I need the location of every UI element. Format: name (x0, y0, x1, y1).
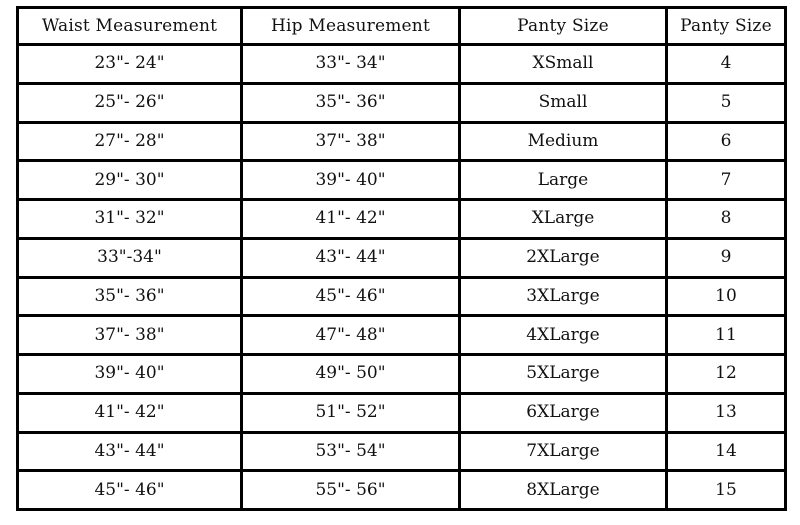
waist-cell: 27"- 28" (18, 122, 242, 161)
waist-cell: 35"- 36" (18, 277, 242, 316)
table-row (18, 393, 786, 432)
size-number-cell: 4 (667, 45, 786, 84)
hip-cell: 33"- 34" (242, 45, 460, 84)
size-number-cell: 10 (667, 277, 786, 316)
size-label-cell: 4XLarge (460, 316, 667, 355)
table-row (18, 161, 786, 200)
table-row (18, 316, 786, 355)
header-panty-size-label: Panty Size (460, 8, 667, 45)
size-number-cell: 6 (667, 122, 786, 161)
hip-cell: 35"- 36" (242, 83, 460, 122)
size-label-cell: XLarge (460, 200, 667, 239)
table-row (18, 432, 786, 471)
hip-cell: 53"- 54" (242, 432, 460, 471)
table-row (18, 355, 786, 394)
size-number-cell: 5 (667, 83, 786, 122)
table-row (18, 277, 786, 316)
table-row (18, 83, 786, 122)
size-label-cell: XSmall (460, 45, 667, 84)
waist-cell: 45"- 46" (18, 471, 242, 510)
hip-cell: 47"- 48" (242, 316, 460, 355)
size-number-cell: 15 (667, 471, 786, 510)
size-label-cell: Large (460, 161, 667, 200)
waist-cell: 33"-34" (18, 238, 242, 277)
size-number-cell: 8 (667, 200, 786, 239)
waist-cell: 23"- 24" (18, 45, 242, 84)
table-row (18, 238, 786, 277)
table-body (18, 45, 786, 510)
table-row (18, 122, 786, 161)
size-number-cell: 12 (667, 355, 786, 394)
header-waist-measurement: Waist Measurement (18, 8, 242, 45)
size-chart-table (16, 6, 787, 511)
waist-cell: 39"- 40" (18, 355, 242, 394)
hip-cell: 41"- 42" (242, 200, 460, 239)
table-row (18, 45, 786, 84)
hip-cell: 45"- 46" (242, 277, 460, 316)
size-number-cell: 7 (667, 161, 786, 200)
table-header (18, 8, 786, 45)
hip-cell: 55"- 56" (242, 471, 460, 510)
table-row (18, 471, 786, 510)
size-label-cell: 6XLarge (460, 393, 667, 432)
waist-cell: 31"- 32" (18, 200, 242, 239)
hip-cell: 43"- 44" (242, 238, 460, 277)
size-number-cell: 11 (667, 316, 786, 355)
hip-cell: 39"- 40" (242, 161, 460, 200)
hip-cell: 37"- 38" (242, 122, 460, 161)
size-label-cell: 2XLarge (460, 238, 667, 277)
size-number-cell: 14 (667, 432, 786, 471)
size-number-cell: 13 (667, 393, 786, 432)
size-label-cell: 8XLarge (460, 471, 667, 510)
waist-cell: 25"- 26" (18, 83, 242, 122)
hip-cell: 51"- 52" (242, 393, 460, 432)
table-row (18, 200, 786, 239)
waist-cell: 43"- 44" (18, 432, 242, 471)
size-label-cell: 5XLarge (460, 355, 667, 394)
header-hip-measurement: Hip Measurement (242, 8, 460, 45)
size-label-cell: Small (460, 83, 667, 122)
size-label-cell: Medium (460, 122, 667, 161)
waist-cell: 41"- 42" (18, 393, 242, 432)
size-label-cell: 7XLarge (460, 432, 667, 471)
waist-cell: 29"- 30" (18, 161, 242, 200)
waist-cell: 37"- 38" (18, 316, 242, 355)
size-label-cell: 3XLarge (460, 277, 667, 316)
hip-cell: 49"- 50" (242, 355, 460, 394)
header-panty-size-number: Panty Size (667, 8, 786, 45)
size-number-cell: 9 (667, 238, 786, 277)
header-row (18, 8, 786, 45)
